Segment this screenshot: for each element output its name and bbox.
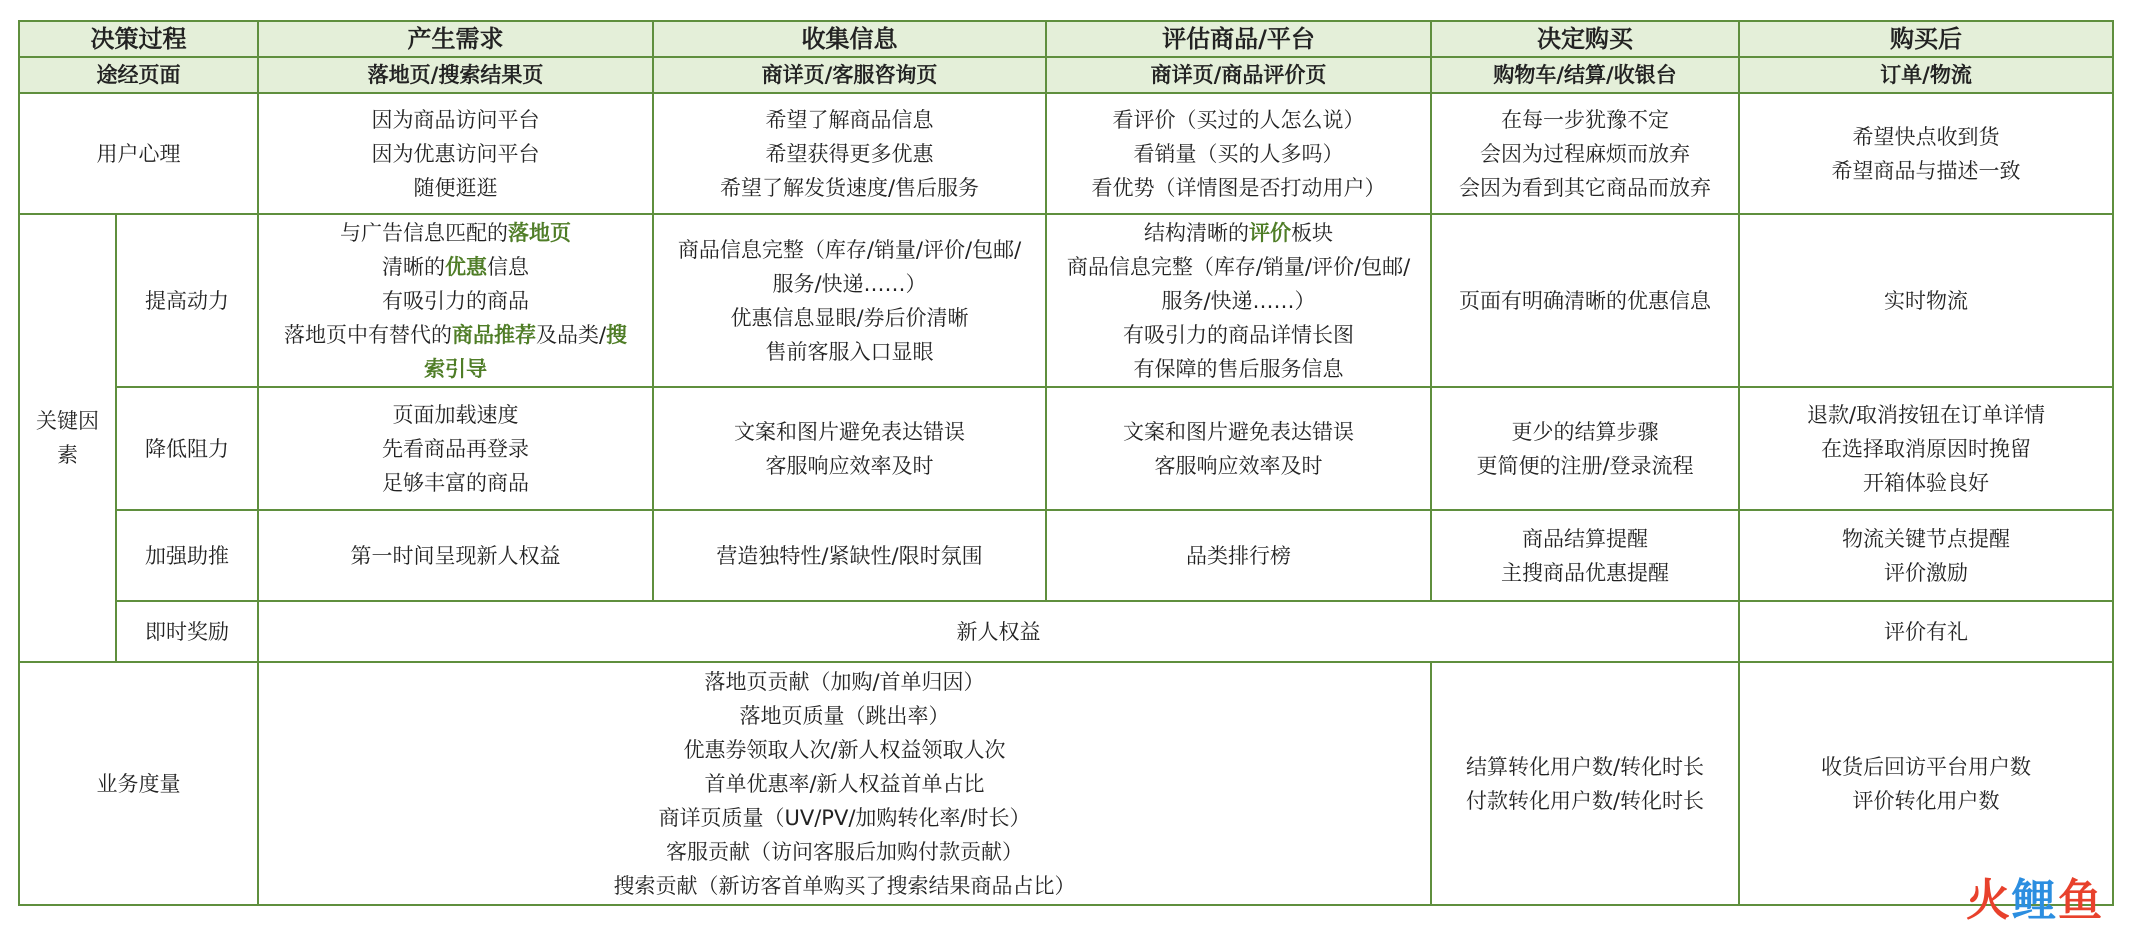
motivation-c3 [1046, 214, 1431, 387]
list-item: 落地页质量（跳出率） [739, 703, 950, 728]
friction-c5 [1739, 387, 2113, 510]
motivation-c1 [258, 214, 653, 387]
row-metrics [19, 662, 2113, 905]
list-item: 退款/取消按钮在订单详情 [1806, 402, 2046, 427]
pages-c1: 落地页/搜索结果页 [258, 57, 653, 93]
list-item: 文案和图片避免表达错误 [734, 419, 965, 444]
boost-c2: 营造独特性/紧缺性/限时氛围 [653, 510, 1046, 601]
list-item: 希望商品与描述一致 [1831, 158, 2021, 183]
pages-c5: 订单/物流 [1739, 57, 2113, 93]
key-factors-label: 关键因素 [19, 214, 116, 662]
list-item: 物流关键节点提醒 [1842, 526, 2010, 551]
header-generate-demand: 产生需求 [258, 21, 653, 57]
list-item: 评价转化用户数 [1852, 788, 2000, 813]
friction-c4 [1431, 387, 1739, 510]
header-evaluate: 评估商品/平台 [1046, 21, 1431, 57]
list-item: 因为优惠访问平台 [371, 141, 540, 166]
list-item: 看优势（详情图是否打动用户） [1091, 175, 1386, 200]
pages-label: 途经页面 [19, 57, 258, 93]
list-item: 结构清晰的评价板块 [1144, 220, 1333, 245]
list-item: 评价激励 [1884, 560, 1968, 585]
header-after-purchase: 购买后 [1739, 21, 2113, 57]
boost-c3: 品类排行榜 [1046, 510, 1431, 601]
brand-logo: 火鲤鱼 [1966, 875, 2104, 926]
header-collect-info: 收集信息 [653, 21, 1046, 57]
header-decision-process: 决策过程 [19, 21, 258, 57]
friction-c3 [1046, 387, 1431, 510]
header-decide-purchase: 决定购买 [1431, 21, 1739, 57]
row-motivation [19, 214, 2113, 387]
list-item: 索引导 [424, 356, 487, 381]
row-boost [19, 510, 2113, 601]
header-row-pages [19, 57, 2113, 93]
decision-process-table [18, 20, 2114, 906]
motivation-c2 [653, 214, 1046, 387]
header-row-stages [19, 21, 2113, 57]
list-item: 有吸引力的商品 [382, 288, 529, 313]
boost-c5 [1739, 510, 2113, 601]
list-item: 落地页贡献（加购/首单归因） [704, 669, 985, 694]
reward-c5: 评价有礼 [1739, 601, 2113, 662]
row-reward [19, 601, 2113, 662]
motivation-label: 提高动力 [116, 214, 258, 387]
list-item: 售前客服入口显眼 [765, 339, 934, 364]
motivation-c5: 实时物流 [1739, 214, 2113, 387]
metrics-span [258, 662, 1431, 905]
reward-span: 新人权益 [258, 601, 1739, 662]
list-item: 优惠信息显眼/券后价清晰 [730, 305, 969, 330]
psychology-c1 [258, 93, 653, 214]
motivation-c4: 页面有明确清晰的优惠信息 [1431, 214, 1739, 387]
list-item: 首单优惠率/新人权益首单占比 [704, 771, 985, 796]
reward-label: 即时奖励 [116, 601, 258, 662]
pages-c2: 商详页/客服咨询页 [653, 57, 1046, 93]
list-item: 随便逛逛 [413, 175, 498, 200]
boost-c4 [1431, 510, 1739, 601]
boost-label: 加强助推 [116, 510, 258, 601]
list-item: 在选择取消原因时挽留 [1821, 436, 2031, 461]
list-item: 会因为过程麻烦而放弃 [1480, 141, 1690, 166]
list-item: 页面加载速度 [392, 402, 519, 427]
list-item: 看评价（买过的人怎么说） [1112, 107, 1365, 132]
list-item: 希望获得更多优惠 [765, 141, 934, 166]
list-item: 看销量（买的人多吗） [1133, 141, 1344, 166]
list-item: 商品信息完整（库存/销量/评价/包邮/ [677, 237, 1022, 262]
list-item: 服务/快递……） [772, 271, 927, 296]
list-item: 与广告信息匹配的落地页 [340, 220, 571, 245]
list-item: 结算转化用户数/转化时长 [1465, 754, 1705, 779]
friction-c1 [258, 387, 653, 510]
pages-c3: 商详页/商品评价页 [1046, 57, 1431, 93]
list-item: 足够丰富的商品 [382, 470, 529, 495]
list-item: 更少的结算步骤 [1511, 419, 1659, 444]
list-item: 搜索贡献（新访客首单购买了搜索结果商品占比） [613, 873, 1076, 898]
list-item: 付款转化用户数/转化时长 [1465, 788, 1705, 813]
metrics-c4 [1431, 662, 1739, 905]
psychology-label: 用户心理 [19, 93, 258, 214]
row-friction [19, 387, 2113, 510]
list-item: 更简便的注册/登录流程 [1476, 453, 1694, 478]
list-item: 有保障的售后服务信息 [1133, 356, 1344, 381]
list-item: 文案和图片避免表达错误 [1123, 419, 1354, 444]
row-user-psychology [19, 93, 2113, 214]
list-item: 有吸引力的商品详情长图 [1123, 322, 1354, 347]
list-item: 会因为看到其它商品而放弃 [1459, 175, 1711, 200]
list-item: 因为商品访问平台 [371, 107, 540, 132]
list-item: 开箱体验良好 [1863, 470, 1989, 495]
list-item: 希望了解商品信息 [765, 107, 934, 132]
psychology-c3 [1046, 93, 1431, 214]
boost-c1: 第一时间呈现新人权益 [258, 510, 653, 601]
list-item: 商详页质量（UV/PV/加购转化率/时长） [658, 805, 1031, 830]
friction-c2 [653, 387, 1046, 510]
list-item: 服务/快递……） [1161, 288, 1316, 313]
pages-c4: 购物车/结算/收银台 [1431, 57, 1739, 93]
list-item: 客服响应效率及时 [765, 453, 934, 478]
psychology-c4 [1431, 93, 1739, 214]
friction-label: 降低阻力 [116, 387, 258, 510]
list-item: 先看商品再登录 [382, 436, 529, 461]
list-item: 客服响应效率及时 [1154, 453, 1323, 478]
list-item: 希望快点收到货 [1852, 124, 2000, 149]
metrics-label: 业务度量 [19, 662, 258, 905]
list-item: 优惠券领取人次/新人权益领取人次 [683, 737, 1006, 762]
psychology-c5 [1739, 93, 2113, 214]
list-item: 客服贡献（访问客服后加购付款贡献） [666, 839, 1023, 864]
list-item: 落地页中有替代的商品推荐及品类/搜 [283, 322, 628, 347]
list-item: 收货后回访平台用户数 [1821, 754, 2031, 779]
list-item: 商品结算提醒 [1522, 526, 1648, 551]
list-item: 希望了解发货速度/售后服务 [719, 175, 980, 200]
psychology-c2 [653, 93, 1046, 214]
list-item: 清晰的优惠信息 [382, 254, 529, 279]
metrics-c5 [1739, 662, 2113, 905]
list-item: 商品信息完整（库存/销量/评价/包邮/ [1066, 254, 1411, 279]
list-item: 在每一步犹豫不定 [1501, 107, 1669, 132]
list-item: 主搜商品优惠提醒 [1501, 560, 1669, 585]
